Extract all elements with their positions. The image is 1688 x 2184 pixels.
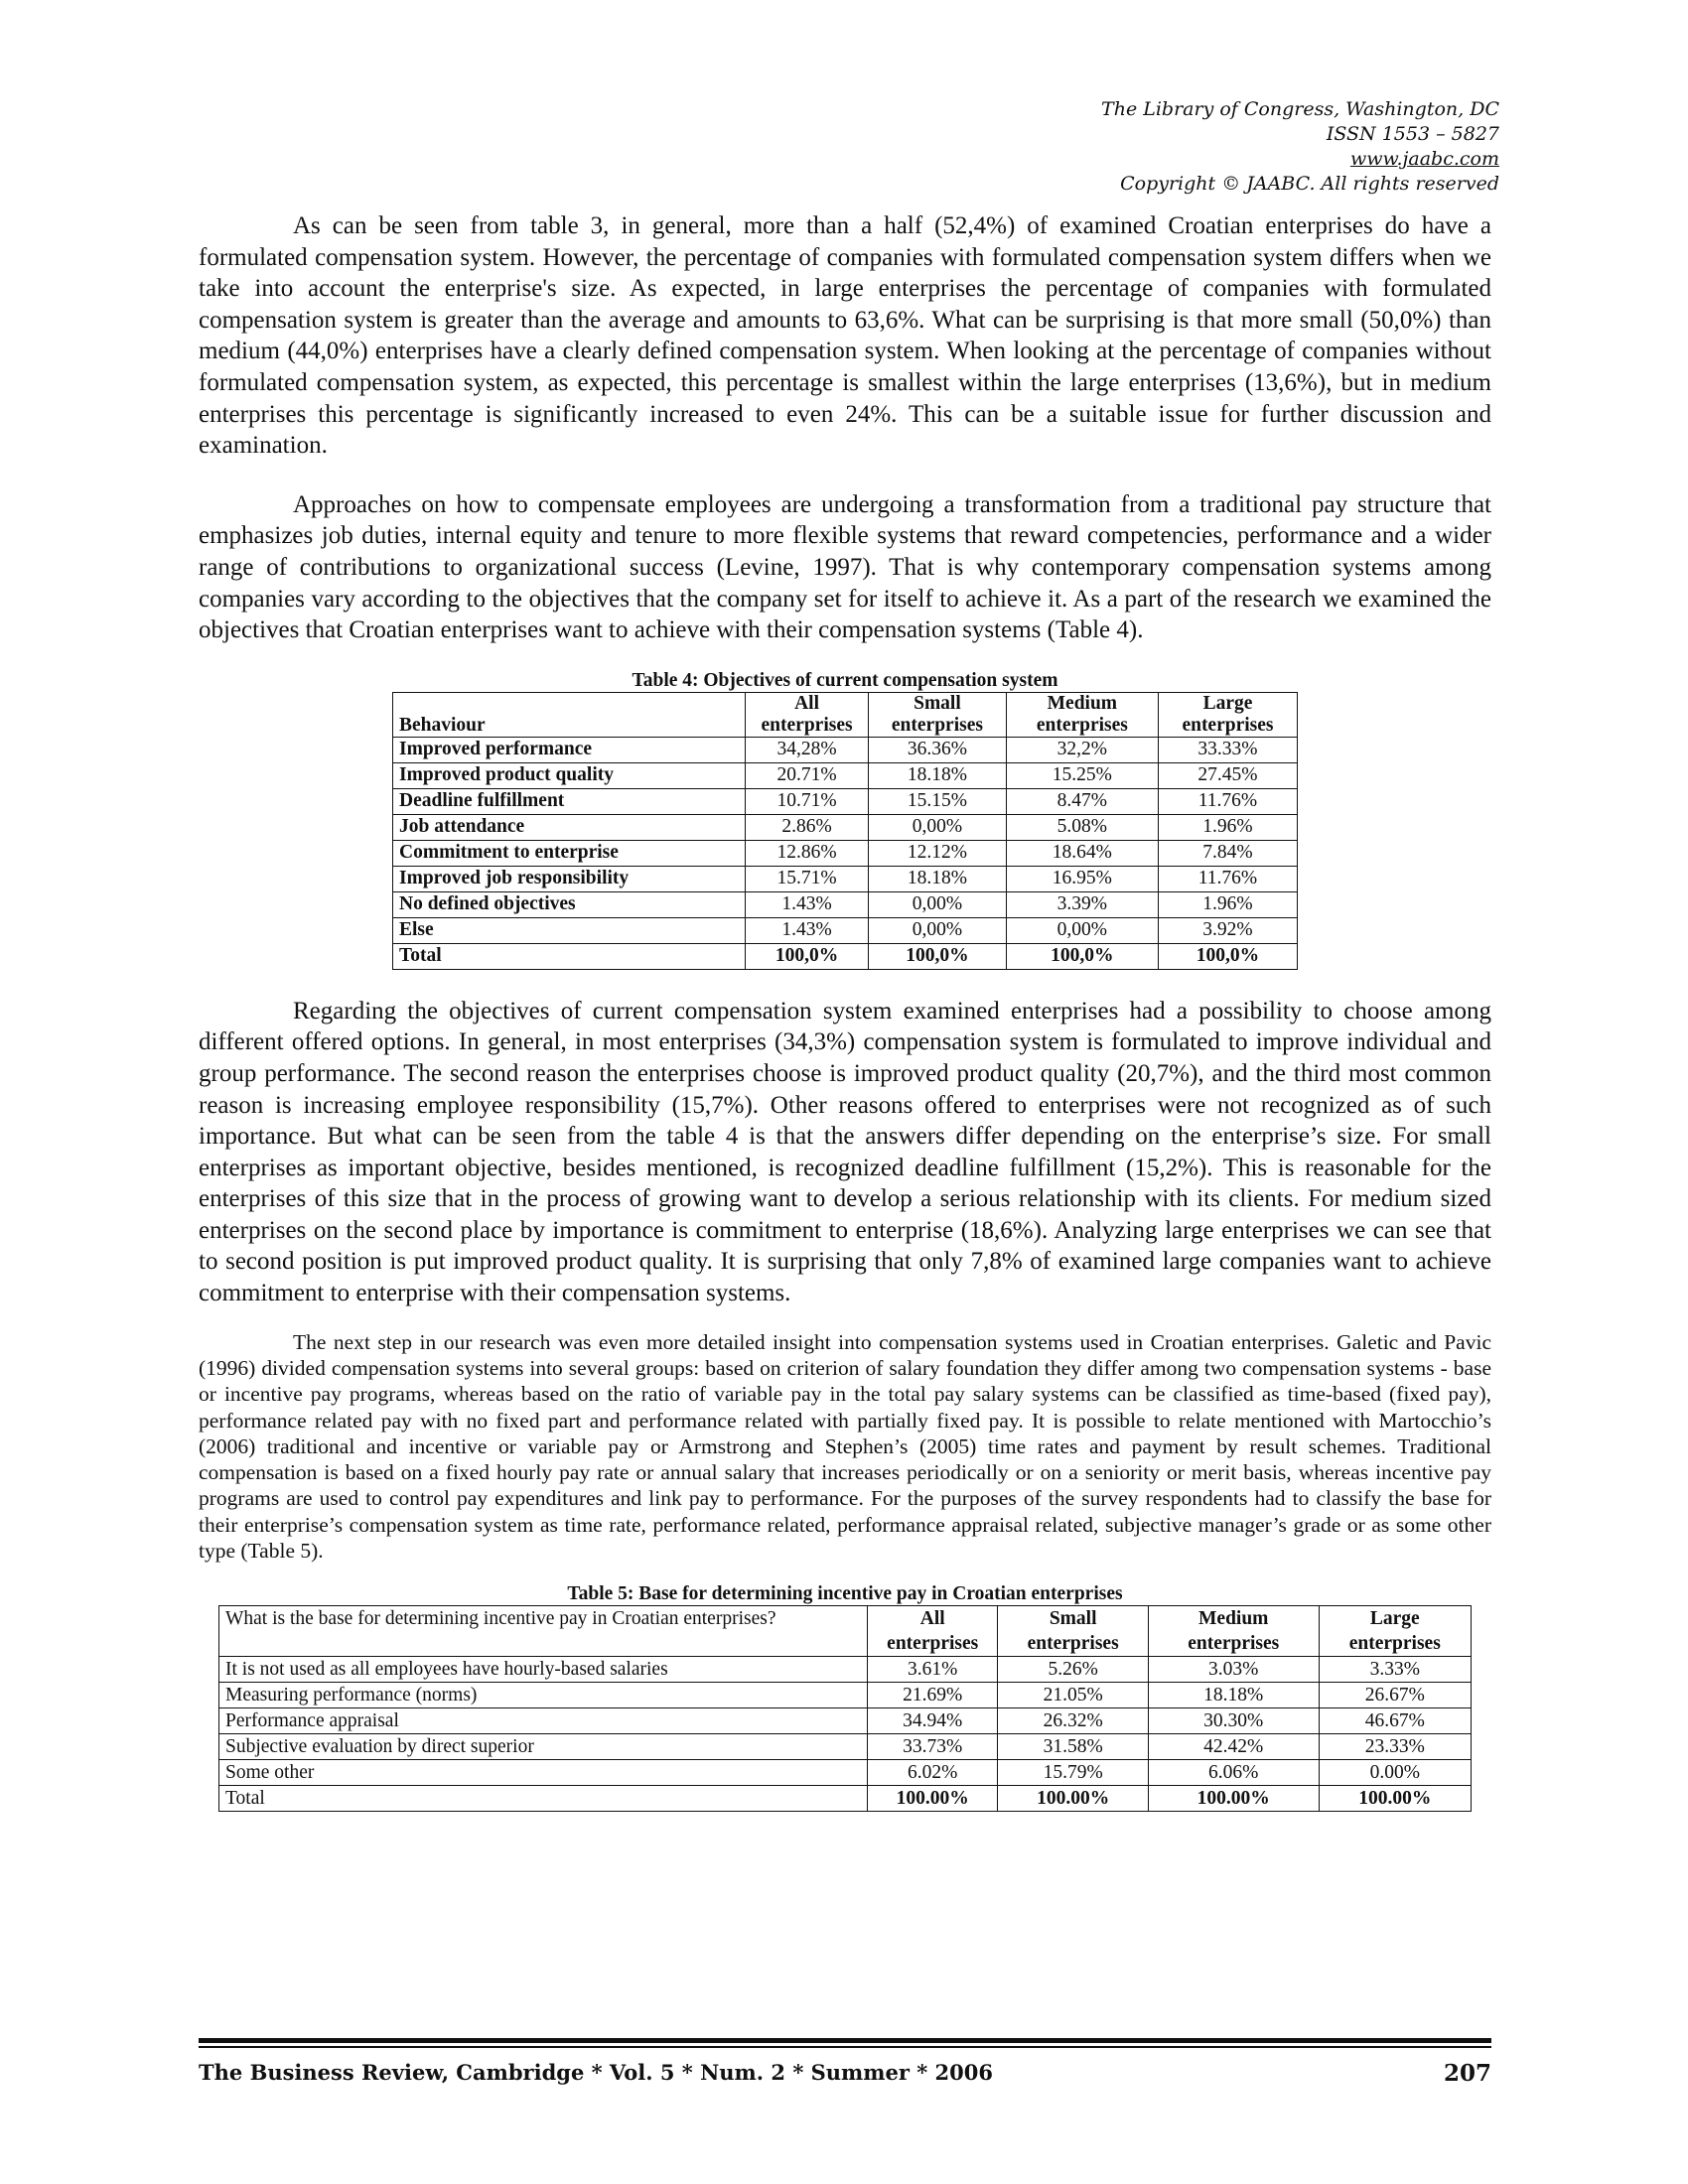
- table-cell: 0,00%: [869, 917, 1007, 943]
- table-cell: 1.43%: [746, 891, 869, 917]
- column-header: All enterprises: [868, 1606, 998, 1657]
- column-header: Small enterprises: [998, 1606, 1149, 1657]
- table-row: [219, 1786, 1472, 1812]
- table-cell: 1.96%: [1158, 814, 1297, 840]
- table-cell: 32,2%: [1006, 737, 1158, 762]
- row-label: Improved job responsibility: [393, 866, 746, 891]
- table-cell: 46.67%: [1319, 1708, 1471, 1734]
- row-label: Improved performance: [393, 737, 746, 762]
- header-website-link[interactable]: www.jaabc.com: [1349, 148, 1499, 170]
- table-cell: 8.47%: [1006, 788, 1158, 814]
- table-row: [219, 1708, 1472, 1734]
- table-row: [393, 788, 1298, 814]
- table-cell: 3.33%: [1319, 1657, 1471, 1683]
- table-cell: 34.94%: [868, 1708, 998, 1734]
- table-cell: 26.32%: [998, 1708, 1149, 1734]
- table-row: [219, 1657, 1472, 1683]
- table-cell: 6.06%: [1148, 1760, 1319, 1786]
- row-label: Improved product quality: [393, 762, 746, 788]
- table-cell: 100.00%: [1319, 1786, 1471, 1812]
- row-label: Else: [393, 917, 746, 943]
- footer-rule-thin: [199, 2046, 1491, 2048]
- table-cell: 0,00%: [869, 814, 1007, 840]
- paragraph-2: Approaches on how to compensate employees are undergoing a transformation from a traditional pay structure that emphasizes job duties, internal equity and tenure to more flexible systems that reward competencies, performance and a wider range of contributions to organizational success (Levine, 1997). That is why contemporary compensation systems among companies vary according to the objectives that the company set for itself to achieve it. As a part of the research we examined the objectives that Croatian enterprises want to achieve with their compensation systems (Table 4).: [199, 490, 1491, 644]
- table-cell: 100.00%: [868, 1786, 998, 1812]
- table-cell: 15.25%: [1006, 762, 1158, 788]
- table-cell: 33.33%: [1158, 737, 1297, 762]
- table-cell: 5.08%: [1006, 814, 1158, 840]
- table-row: [393, 891, 1298, 917]
- header-copyright: Copyright © JAABC. All rights reserved: [1120, 173, 1499, 195]
- table-row: [393, 943, 1298, 969]
- table-cell: 1.43%: [746, 917, 869, 943]
- table-cell: 2.86%: [746, 814, 869, 840]
- table-cell: 1.96%: [1158, 891, 1297, 917]
- row-label: Total: [393, 943, 746, 969]
- table-cell: 0,00%: [869, 891, 1007, 917]
- table-header-row: [393, 692, 1298, 737]
- row-label: Job attendance: [393, 814, 746, 840]
- table-cell: 100.00%: [1148, 1786, 1319, 1812]
- column-header: All enterprises: [746, 692, 869, 737]
- table-header-row: [219, 1606, 1472, 1657]
- footer-rule-thick: [199, 2038, 1491, 2043]
- column-header: Medium enterprises: [1006, 692, 1158, 737]
- table-cell: 21.05%: [998, 1683, 1149, 1708]
- row-label: No defined objectives: [393, 891, 746, 917]
- table-cell: 6.02%: [868, 1760, 998, 1786]
- table-cell: 0,00%: [1006, 917, 1158, 943]
- table-cell: 100.00%: [998, 1786, 1149, 1812]
- table-cell: 3.39%: [1006, 891, 1158, 917]
- table-cell: 12.86%: [746, 840, 869, 866]
- header-library: The Library of Congress, Washington, DC: [1101, 98, 1499, 120]
- table-cell: 100,0%: [1158, 943, 1297, 969]
- header-issn: ISSN 1553 – 5827: [1326, 123, 1499, 145]
- table-cell: 3.03%: [1148, 1657, 1319, 1683]
- table-cell: 23.33%: [1319, 1734, 1471, 1760]
- table-cell: 31.58%: [998, 1734, 1149, 1760]
- table-row: [393, 866, 1298, 891]
- row-label: Total: [219, 1786, 868, 1812]
- row-label: Some other: [219, 1760, 868, 1786]
- table-cell: 18.18%: [1148, 1683, 1319, 1708]
- table-cell: 33.73%: [868, 1734, 998, 1760]
- table-cell: 7.84%: [1158, 840, 1297, 866]
- page-header: [1101, 97, 1499, 197]
- table-row: [219, 1683, 1472, 1708]
- table-row: [393, 814, 1298, 840]
- table-cell: 16.95%: [1006, 866, 1158, 891]
- row-label: Commitment to enterprise: [393, 840, 746, 866]
- table-4-caption: Table 4: Objectives of current compensation system: [632, 669, 1058, 691]
- page-number: 207: [1443, 2060, 1491, 2087]
- table-cell: 100,0%: [746, 943, 869, 969]
- table-cell: 42.42%: [1148, 1734, 1319, 1760]
- table-row: [219, 1734, 1472, 1760]
- row-label: It is not used as all employees have hourly-based salaries: [219, 1657, 868, 1683]
- page-footer: [199, 2060, 1491, 2085]
- table-cell: 5.26%: [998, 1657, 1149, 1683]
- table-cell: 100,0%: [1006, 943, 1158, 969]
- table-row: [219, 1760, 1472, 1786]
- paragraph-4: The next step in our research was even more detailed insight into compensation systems used in Croatian enterprises. Galetic and Pavic (1996) divided compensation systems into several groups: based on criterion of salary foundation they differ among two compensation systems - base or incentive pay programs, whereas based on the ratio of variable pay in the total pay salary systems can be classified as time-based (fixed pay), performance related pay with no fixed part and performance related with partially fixed pay. It is possible to relate mentioned with Martocchio’s (2006) traditional and incentive or variable pay or Armstrong and Stephen’s (2005) time rates and payment by result schemes. Traditional compensation is based on a fixed hourly pay rate or annual salary that increases periodically or on a seniority or merit basis, whereas incentive pay programs are used to control pay expenditures and link pay to performance. For the purposes of the survey respondents had to classify the base for their enterprise’s compensation system as time rate, performance related, performance appraisal related, subjective manager’s grade or as some other type (Table 5).: [199, 1329, 1491, 1564]
- row-label: Performance appraisal: [219, 1708, 868, 1734]
- table-cell: 18.18%: [869, 866, 1007, 891]
- column-header: Behaviour: [393, 692, 746, 737]
- table-row: [393, 840, 1298, 866]
- table-cell: 15.79%: [998, 1760, 1149, 1786]
- row-label: Measuring performance (norms): [219, 1683, 868, 1708]
- column-header: Medium enterprises: [1148, 1606, 1319, 1657]
- table-cell: 11.76%: [1158, 788, 1297, 814]
- table-cell: 10.71%: [746, 788, 869, 814]
- table-cell: 3.92%: [1158, 917, 1297, 943]
- column-header: Large enterprises: [1158, 692, 1297, 737]
- page-body: [199, 210, 1491, 1812]
- table-cell: 100,0%: [869, 943, 1007, 969]
- table-row: [393, 762, 1298, 788]
- column-header: Large enterprises: [1319, 1606, 1471, 1657]
- table-cell: 26.67%: [1319, 1683, 1471, 1708]
- table-cell: 21.69%: [868, 1683, 998, 1708]
- table-cell: 27.45%: [1158, 762, 1297, 788]
- table-cell: 30.30%: [1148, 1708, 1319, 1734]
- table-cell: 34,28%: [746, 737, 869, 762]
- column-header: What is the base for determining incentive pay in Croatian enterprises?: [219, 1606, 868, 1657]
- column-header: Small enterprises: [869, 692, 1007, 737]
- table-cell: 36.36%: [869, 737, 1007, 762]
- table-cell: 0.00%: [1319, 1760, 1471, 1786]
- table-cell: 15.71%: [746, 866, 869, 891]
- table-cell: 18.64%: [1006, 840, 1158, 866]
- row-label: Deadline fulfillment: [393, 788, 746, 814]
- table-cell: 12.12%: [869, 840, 1007, 866]
- table-cell: 15.15%: [869, 788, 1007, 814]
- table-cell: 11.76%: [1158, 866, 1297, 891]
- table-5-caption: Table 5: Base for determining incentive pay in Croatian enterprises: [567, 1583, 1123, 1605]
- paragraph-3: Regarding the objectives of current compensation system examined enterprises had a possibility to choose among different offered options. In general, in most enterprises (34,3%) compensation system is formulated to improve individual and group performance. The second reason the enterprises choose is improved product quality (20,7%), and the third most common reason is increasing employee responsibility (15,7%). Other reasons offered to enterprises were not recognized as of such importance. But what can be seen from the table 4 is that the answers differ depending on the enterprise’s size. For small enterprises as important objective, besides mentioned, is recognized deadline fulfillment (15,2%). This is reasonable for the enterprises of this size that in the process of growing want to develop a serious relationship with its clients. For medium sized enterprises on the second place by importance is commitment to enterprise (18,6%). Analyzing large enterprises we can see that to second position is put improved product quality. It is surprising that only 7,8% of examined large companies want to achieve commitment to enterprise with their compensation systems.: [199, 997, 1491, 1307]
- table-cell: 20.71%: [746, 762, 869, 788]
- table-row: [393, 917, 1298, 943]
- table-5: [218, 1605, 1472, 1812]
- table-cell: 18.18%: [869, 762, 1007, 788]
- table-4: [392, 692, 1298, 970]
- paragraph-1: As can be seen from table 3, in general, more than a half (52,4%) of examined Croatian enterprises do have a formulated compensation system. However, the percentage of companies with formulated compensation system differs when we take into account the enterprise's size. As expected, in large enterprises the percentage of companies with formulated compensation system is greater than the average and amounts to 63,6%. What can be surprising is that more small (50,0%) than medium (44,0%) enterprises have a clearly defined compensation system. When looking at the percentage of companies without formulated compensation system, as expected, this percentage is smallest within the large enterprises (13,6%), but in medium enterprises this percentage is significantly increased to even 24%. This can be a suitable issue for further discussion and examination.: [199, 212, 1491, 460]
- table-cell: 3.61%: [868, 1657, 998, 1683]
- table-row: [393, 737, 1298, 762]
- footer-journal: The Business Review, Cambridge * Vol. 5 * Num. 2 * Summer * 2006: [199, 2060, 993, 2085]
- row-label: Subjective evaluation by direct superior: [219, 1734, 868, 1760]
